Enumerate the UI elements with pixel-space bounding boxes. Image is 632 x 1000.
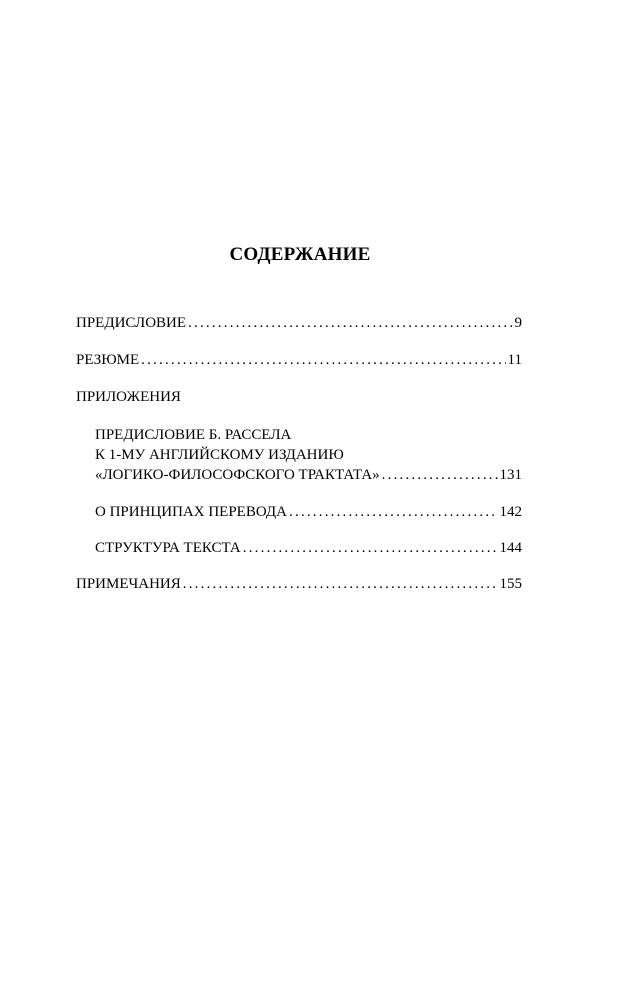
page-title: СОДЕРЖАНИЕ <box>229 244 371 265</box>
toc-entry-russell[interactable] <box>95 465 522 485</box>
toc-entry-russell-line1[interactable]: ПРЕДИСЛОВИЕ Б. РАССЕЛА <box>95 427 292 443</box>
toc-entry-page: 9 <box>514 315 522 331</box>
toc-leader-dots <box>183 574 498 594</box>
toc-leader-dots <box>188 313 512 333</box>
toc-entry-summary[interactable] <box>76 350 522 370</box>
toc-entry-page: 144 <box>499 540 522 556</box>
toc-entry-notes[interactable] <box>76 574 522 594</box>
toc-leader-dots <box>243 538 498 558</box>
toc-entry-label: СТРУКТУРА ТЕКСТА <box>95 540 241 556</box>
toc-entry-label: ПРЕДИСЛОВИЕ <box>76 315 187 331</box>
toc-leader-dots <box>141 350 505 370</box>
toc-entry-label: РЕЗЮМЕ <box>76 352 140 368</box>
toc-entry-russell-line2[interactable]: К 1-МУ АНГЛИЙСКОМУ ИЗДАНИЮ <box>95 447 344 463</box>
toc-entry-page: 142 <box>499 504 522 520</box>
toc-entry-page: 155 <box>499 576 522 592</box>
toc-leader-dots <box>382 465 498 485</box>
toc-entry-label: О ПРИНЦИПАХ ПЕРЕВОДА <box>95 504 287 520</box>
toc-entry-label: ПРИМЕЧАНИЯ <box>76 576 181 592</box>
toc-leader-dots <box>289 502 498 522</box>
toc-entry-page: 11 <box>507 352 522 368</box>
toc-entry-translation-principles[interactable] <box>95 502 522 522</box>
toc-entry-preface[interactable] <box>76 313 522 333</box>
toc-section-appendices: ПРИЛОЖЕНИЯ <box>76 389 181 405</box>
toc-entry-page: 131 <box>499 467 522 483</box>
toc-entry-text-structure[interactable] <box>95 538 522 558</box>
toc-entry-label: «ЛОГИКО-ФИЛОСОФСКОГО ТРАКТАТА» <box>95 467 380 483</box>
